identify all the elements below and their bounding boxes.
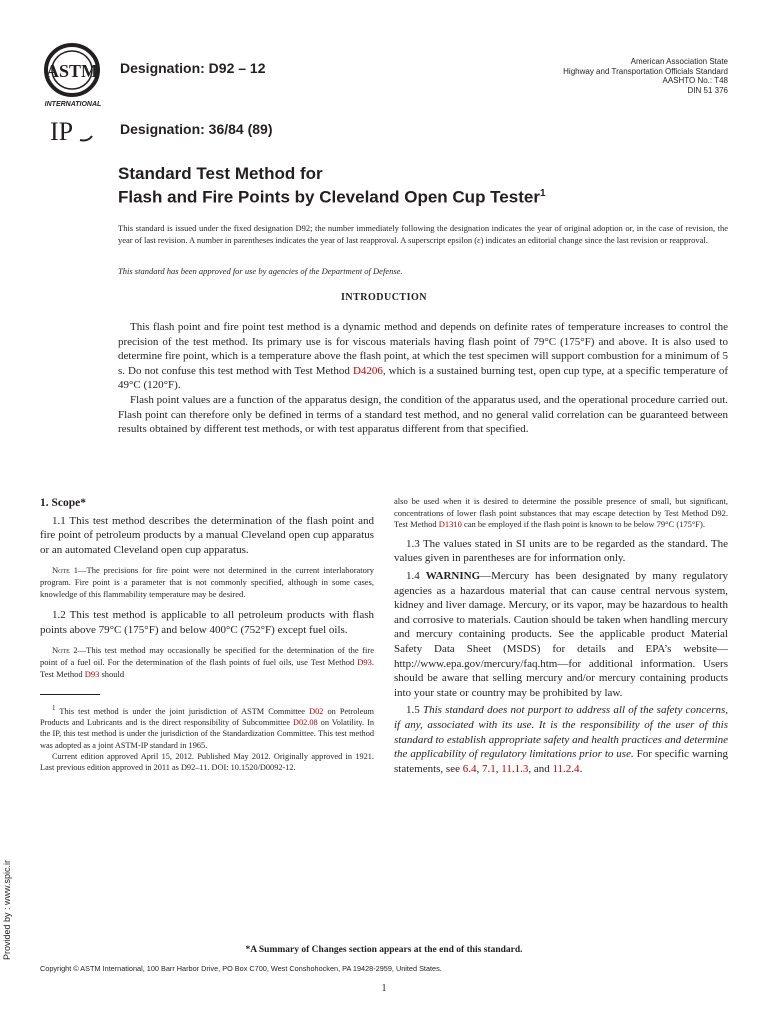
footnote-1 — [40, 703, 374, 751]
designation-astm: Designation: D92 – 12 — [120, 60, 266, 76]
agency-line: DIN 51 376 — [687, 85, 728, 95]
designation-ip: Designation: 36/84 (89) — [120, 121, 273, 137]
ip-logo-text: IP — [50, 117, 74, 146]
intro-p1-text-end: , which is a sustained burning test, open cup type, at a specific temperature of 49°C (120°F). — [118, 364, 728, 392]
section-1-5-number: 1.5 — [406, 704, 423, 717]
note-2 — [40, 645, 374, 680]
astm-logo-text: ASTM — [45, 61, 99, 81]
provided-by-watermark: Provided by : www.spic.ir — [2, 859, 12, 960]
footnote-1-text: This test method is under the joint jurisdiction of ASTM Committee — [59, 706, 310, 716]
footnote-divider — [40, 694, 100, 695]
section-1-4 — [394, 569, 728, 700]
section-1-4-text: —Mercury has been designated by many regulatory agencies as a hazardous material that can cause central nervous system, kidney and liver damage. Mercury, or its vapor, may be hazardous to health and corrosive to materials. Caution should be taken when handling mercury and mercury containing products. See the applicable product Material Safety Data Sheet (MSDS) for details and EPA’s website—http://www.epa.gov/mercury/faq.htm—for additional information. Users should be aware that selling mercury and/or mercury containing products into your state or country may be prohibited by law. — [394, 569, 729, 699]
intro-paragraph-1 — [118, 320, 728, 393]
footnote-edition: Current edition approved April 15, 2012. Published May 2012. Originally approved in 1921. Last previous edition approved in 2011 as D92–11. DOI: 10.1520/D0092-12. — [40, 751, 374, 772]
section-1-2: 1.2 This test method is applicable to all petroleum products with flash points above 79°C (175°F) and below 400°C (752°F) except fuel oils. — [40, 609, 374, 636]
section-1-1: 1.1 This test method describes the determination of the flash point and fire point of petroleum products by a manual Cleveland open cup apparatus or an automated Cleveland open cup apparatus. — [40, 514, 374, 556]
intro-paragraph-2: Flash point values are a function of the apparatus design, the condition of the apparatus used, and the operational procedure carried out. Flash point can therefore only be defined in terms of a standard test method, and no general valid correlation can be guaranteed between results obtained by different test methods, or with test apparatus different from that specified. — [118, 393, 728, 436]
link-section-11-1-3[interactable]: 11.1.3 — [501, 762, 529, 775]
astm-logo — [40, 40, 112, 112]
title-line-1: Standard Test Method for — [118, 164, 323, 183]
section-1-5-text: For specific warning statements, see — [394, 748, 729, 775]
page-number: 1 — [381, 983, 387, 994]
link-section-6-4[interactable]: 6.4 — [462, 762, 477, 775]
link-section-7-1[interactable]: 7.1 — [481, 762, 496, 775]
note-2-continuation — [394, 496, 728, 531]
astm-logo-subtext: INTERNATIONAL — [44, 101, 102, 108]
dod-approval-statement: This standard has been approved for use by agencies of the Department of Defense. — [118, 266, 403, 276]
summary-of-changes-note: *A Summary of Changes section appears at the end of this standard. — [245, 945, 523, 955]
note-2-cont-text-end: can be employed if the flash point is known to be below 79°C (175°F). — [461, 519, 705, 530]
agency-line: Highway and Transportation Officials Standard — [563, 66, 728, 76]
document-title — [118, 164, 678, 208]
right-column — [394, 496, 728, 779]
intro-p1-text: This flash point and fire point test method is a dynamic method and depends on definite rates of temperature increases to control the precision of the test method. Its primary use is for viscous materials having flash point of 79°C (175°F) and above. It is also used to determine fire point, which is a temperature above the flash point, at which the test specimen will support combustion for a minimum of 5 s. Do not confuse this test method with Test Method — [118, 321, 728, 377]
section-1-3: 1.3 The values stated in SI units are to be regarded as the standard. The values given in parentheses are for information only. — [394, 537, 728, 565]
note-2-label: Note 2 — [52, 645, 78, 656]
introduction-heading: INTRODUCTION — [340, 292, 427, 303]
title-line-2: Flash and Fire Points by Cleveland Open Cup Tester — [118, 187, 540, 207]
agency-block — [448, 57, 728, 95]
note-2-text: —This test method may occasionally be specified for the determination of the fire point of a fuel oil. For the determination of the flash points of fuel oils, use Test Method — [40, 645, 374, 667]
link-d93-second[interactable]: D93 — [84, 668, 100, 679]
section-1-5: 1.5 This standard does not purport to address all of the safety concerns, if any, associated with its use. It is the responsibility of the user of this standard to establish appropriate safety and health practices and determine the applicability of regulatory limitations prior to use. For specific warning statements, see 6.4, 7.1, 11.1.3, and 11.2.4. — [394, 704, 729, 775]
footnote-1-text-mid: on Petroleum Products and Lubricants and is the direct responsibility of Subcommittee — [40, 706, 374, 728]
title-footnote-mark: 1 — [539, 188, 546, 199]
section-1-4-number: 1.4 — [406, 569, 426, 582]
link-d4206[interactable]: D4206 — [352, 364, 383, 377]
link-d93[interactable]: D93 — [357, 656, 372, 667]
scope-heading: 1. Scope* — [40, 497, 86, 509]
warning-label: WARNING — [425, 569, 481, 582]
link-d1310[interactable]: D1310 — [438, 519, 462, 530]
agency-line: American Association State — [630, 57, 728, 66]
note-1-text: —The precisions for fire point were not determined in the current interlaboratory program. Fire point is a parameter that is not commonly specified, although in some cases, knowledge of this flammability temperature may be desired. — [40, 565, 374, 599]
issued-statement: This standard is issued under the fixed designation D92; the number immediately following the designation indicates the year of original adoption or, in the case of revision, the year of last revision. A number in parentheses indicates the year of last reapproval. A superscript epsilon (ε) indicates an editorial change since the last revision or reapproval. — [118, 223, 728, 245]
note-1 — [40, 565, 374, 600]
footnote-1-mark: 1 — [52, 705, 56, 713]
copyright-line: Copyright © ASTM International, 100 Barr Harbor Drive, PO Box C700, West Conshohocken, PA 19428-2959, United States. — [40, 964, 442, 973]
note-2-text-mid: . Test Method — [40, 656, 374, 679]
agency-line: AASHTO No.: T48 — [662, 76, 728, 85]
note-2-text-end: should — [99, 668, 125, 679]
link-d02-08[interactable]: D02.08 — [293, 718, 318, 728]
footnote-1-text-end: on Volatility. In the IP, this test method is under the jurisdiction of the Standardization Committee. This test method was adopted as a joint ASTM-IP standard in 1965. — [40, 718, 374, 750]
ip-logo — [46, 116, 96, 146]
link-d02[interactable]: D02 — [309, 706, 324, 716]
left-column — [40, 496, 374, 773]
section-1-5-italic: This standard does not purport to address all of the safety concerns, if any, associated with its use. It is the responsibility of the user of this standard to establish appropriate safety and health practices and determine the applicability of regulatory limitations prior to use. — [394, 704, 729, 761]
note-1-label: Note 1 — [52, 565, 79, 576]
introduction-body — [118, 320, 728, 437]
note-2-cont-text: also be used when it is desired to determine the possible presence of small, but significant, concentrations of lower flash point substances that may escape detection by Test Method D92. Test Method — [394, 496, 728, 530]
link-section-11-2-4[interactable]: 11.2.4 — [552, 762, 580, 775]
